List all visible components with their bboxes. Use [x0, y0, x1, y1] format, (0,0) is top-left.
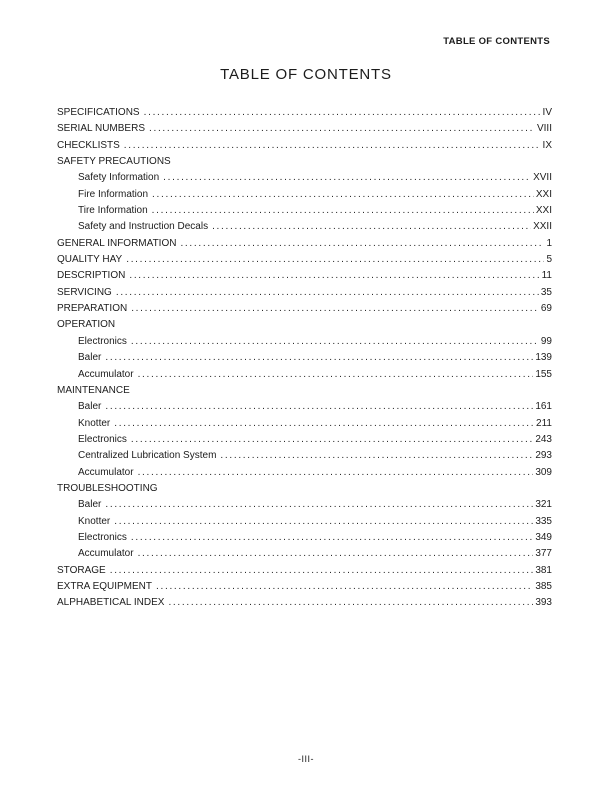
- toc-entry-page: 211: [536, 417, 552, 429]
- toc-dot-leader: [114, 514, 533, 530]
- toc-entry-label: Electronics: [78, 531, 127, 543]
- toc-entry-page: 309: [535, 466, 552, 478]
- toc-entry: [57, 236, 552, 252]
- toc-dot-leader: [110, 563, 534, 579]
- toc-entry-label: Fire Information: [78, 188, 149, 200]
- toc-dot-leader: [149, 121, 535, 137]
- toc-entry-label: MAINTENANCE: [57, 384, 130, 396]
- toc-dot-leader: [105, 497, 533, 513]
- toc-entry-label: Safety Information: [78, 172, 160, 184]
- toc-entry-page: 377: [535, 548, 552, 560]
- toc-entry: [57, 530, 552, 546]
- toc-entry: [57, 497, 552, 513]
- toc-entry: [57, 301, 552, 317]
- toc-entry-page: VIII: [536, 123, 552, 135]
- toc-dot-leader: [180, 236, 544, 252]
- toc-entry-label: Accumulator: [78, 466, 134, 478]
- toc-entry-label: TROUBLESHOOTING: [57, 482, 158, 494]
- toc-dot-leader: [138, 465, 534, 481]
- toc-entry-page: 155: [535, 368, 552, 380]
- toc-dot-leader: [105, 350, 533, 366]
- toc-entry-page: 393: [535, 597, 552, 609]
- toc-dot-leader: [220, 448, 533, 464]
- toc-dot-leader: [131, 334, 539, 350]
- toc-entry-page: XXI: [535, 188, 552, 200]
- toc-entry: [57, 595, 552, 611]
- toc-entry-page: 69: [540, 303, 552, 315]
- toc-dot-leader: [168, 595, 533, 611]
- toc-dot-leader: [152, 187, 534, 203]
- toc-entry-label: Baler: [78, 352, 102, 364]
- toc-entry: [57, 432, 552, 448]
- toc-section-heading: [57, 154, 552, 170]
- toc-entry-label: PREPARATION: [57, 303, 128, 315]
- toc-entry-page: 11: [541, 270, 552, 282]
- toc-entry: [57, 367, 552, 383]
- toc-dot-leader: [129, 268, 539, 284]
- toc-entry-page: IV: [542, 107, 552, 118]
- toc-entry-page: 293: [535, 450, 552, 462]
- toc-entry-label: STORAGE: [57, 564, 106, 576]
- toc-dot-leader: [131, 301, 539, 317]
- toc-entry: [57, 138, 552, 154]
- toc-entry-label: DESCRIPTION: [57, 270, 126, 282]
- toc-entry-label: CHECKLISTS: [57, 139, 120, 151]
- toc-section-heading: [57, 383, 552, 399]
- toc-dot-leader: [105, 399, 533, 415]
- toc-entry-page: 385: [535, 580, 552, 592]
- toc-entry-label: ALPHABETICAL INDEX: [57, 597, 165, 609]
- toc-entry: [57, 268, 552, 284]
- toc-entry: [57, 465, 552, 481]
- toc-entry: [57, 563, 552, 579]
- toc-entry-label: Safety and Instruction Decals: [78, 221, 209, 233]
- toc-entry-label: Tire Information: [78, 205, 148, 217]
- toc-dot-leader: [138, 546, 534, 562]
- toc-entry-label: SERIAL NUMBERS: [57, 123, 145, 135]
- toc-dot-leader: [138, 367, 534, 383]
- page-number-footer: -III-: [298, 754, 314, 764]
- toc-entry: [57, 105, 552, 121]
- toc-entry-label: Electronics: [78, 433, 127, 445]
- toc-entry-page: 243: [535, 433, 552, 445]
- toc-entry-page: 99: [540, 335, 552, 347]
- toc-entry-label: Knotter: [78, 417, 111, 429]
- toc-entry-label: Baler: [78, 499, 102, 511]
- toc-dot-leader: [124, 138, 541, 154]
- toc-entry-label: Centralized Lubrication System: [78, 450, 217, 462]
- toc-entry: [57, 219, 552, 235]
- toc-entry-page: 139: [535, 352, 552, 364]
- toc-entry: [57, 285, 552, 301]
- page-title: TABLE OF CONTENTS: [220, 66, 392, 83]
- toc-entry-label: Baler: [78, 401, 102, 413]
- toc-entry-page: 335: [535, 515, 552, 527]
- toc-entry-label: Accumulator: [78, 548, 134, 560]
- toc-entry: [57, 416, 552, 432]
- toc-entry-label: QUALITY HAY: [57, 254, 123, 266]
- toc-entry: [57, 187, 552, 203]
- toc-entry-label: SERVICING: [57, 286, 112, 298]
- toc-entry: [57, 399, 552, 415]
- toc-entry: [57, 579, 552, 595]
- toc-entry: [57, 334, 552, 350]
- toc-entry-page: 1: [546, 237, 552, 249]
- toc-section-heading: [57, 481, 552, 497]
- toc-entry: [57, 546, 552, 562]
- toc-entry-label: OPERATION: [57, 319, 116, 331]
- toc-entry-page: 349: [535, 531, 552, 543]
- toc-entry-page: 321: [535, 499, 552, 511]
- toc-dot-leader: [126, 252, 544, 268]
- toc-dot-leader: [114, 416, 534, 432]
- toc-entry-label: EXTRA EQUIPMENT: [57, 580, 153, 592]
- toc-entry-label: Accumulator: [78, 368, 134, 380]
- toc-entry: [57, 203, 552, 219]
- running-header: TABLE OF CONTENTS: [443, 36, 550, 47]
- toc-entry-page: IX: [542, 139, 552, 151]
- toc-entry-label: SAFETY PRECAUTIONS: [57, 156, 171, 168]
- toc-dot-leader: [152, 203, 534, 219]
- toc-entry: [57, 252, 552, 268]
- toc-dot-leader: [131, 530, 533, 546]
- toc-entry-page: XVII: [533, 172, 552, 184]
- toc-entry: [57, 448, 552, 464]
- toc-dot-leader: [163, 170, 531, 186]
- toc-entry: [57, 514, 552, 530]
- toc-entry-page: 5: [546, 254, 552, 266]
- toc-entry-label: GENERAL INFORMATION: [57, 237, 177, 249]
- toc-entry: [57, 121, 552, 137]
- toc-entry: [57, 350, 552, 366]
- toc-dot-leader: [156, 579, 533, 595]
- toc-entry-page: 161: [535, 401, 552, 413]
- toc-dot-leader: [144, 105, 541, 121]
- toc-entry-label: Knotter: [78, 515, 111, 527]
- toc-dot-leader: [212, 219, 531, 235]
- toc-dot-leader: [116, 285, 539, 301]
- toc-section-heading: [57, 317, 552, 333]
- toc-list: [57, 105, 552, 612]
- toc-entry-label: Electronics: [78, 335, 127, 347]
- toc-entry-page: 35: [540, 286, 552, 298]
- toc-entry-page: XXI: [535, 205, 552, 217]
- toc-entry-page: 381: [535, 564, 552, 576]
- toc-entry-label: SPECIFICATIONS: [57, 107, 140, 118]
- toc-entry: [57, 170, 552, 186]
- toc-dot-leader: [131, 432, 533, 448]
- toc-entry-page: XXII: [533, 221, 552, 233]
